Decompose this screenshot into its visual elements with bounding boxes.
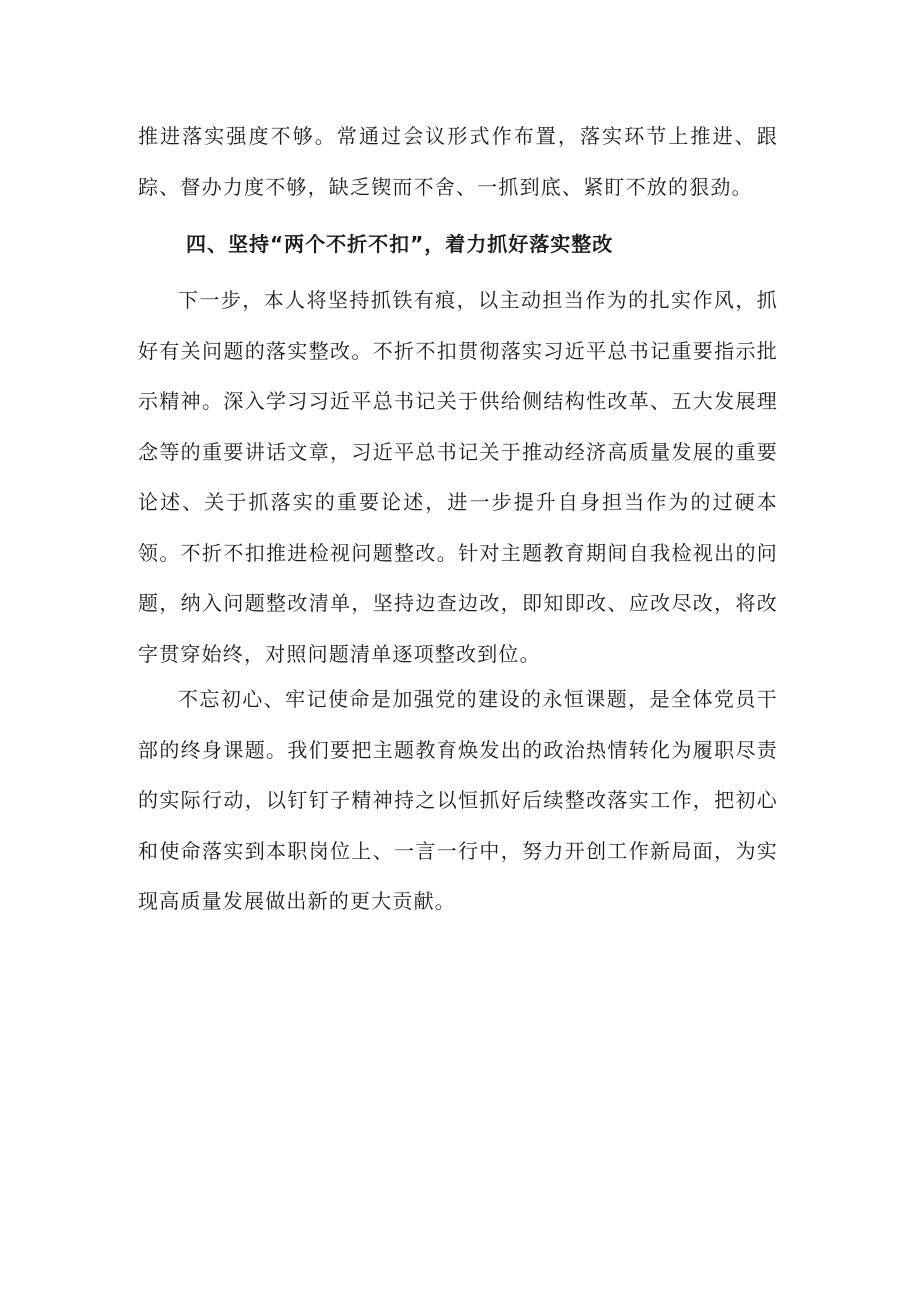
paragraph-next-steps: 下一步，本人将坚持抓铁有痕，以主动担当作为的扎实作风，抓好有关问题的落实整改。不折不扣贯彻落实习近平总书记重要指示批示精神。深入学习习近平总书记关于供给侧结构性改革、五大发展理念等的重要讲话文章，习近平总书记关于推动经济高质量发展的重要论述、关于抓落实的重要论述，进一步提升自身担当作为的过硬本领。不折不扣推进检视问题整改。针对主题教育期间自我检视出的问题，纳入问题整改清单，坚持边查边改，即知即改、应改尽改，将改字贯穿始终，对照问题清单逐项整改到位。 <box>138 288 778 666</box>
paragraph-conclusion: 不忘初心、牢记使命是加强党的建设的永恒课题，是全体党员干部的终身课题。我们要把主题教育焕发出的政治热情转化为履职尽责的实际行动，以钉钉子精神持之以恒抓好后续整改落实工作，把初心和使命落实到本职岗位上、一言一行中，努力开创工作新局面，为实现高质量发展做出新的更大贡献。 <box>138 687 778 913</box>
section-heading: 四、坚持“两个不折不扣”，着力抓好落实整改 <box>186 232 614 256</box>
paragraph-continued: 推进落实强度不够。常通过会议形式作布置，落实环节上推进、跟踪、督办力度不够，缺乏锲而不舍、一抓到底、紧盯不放的狠劲。 <box>138 124 778 199</box>
